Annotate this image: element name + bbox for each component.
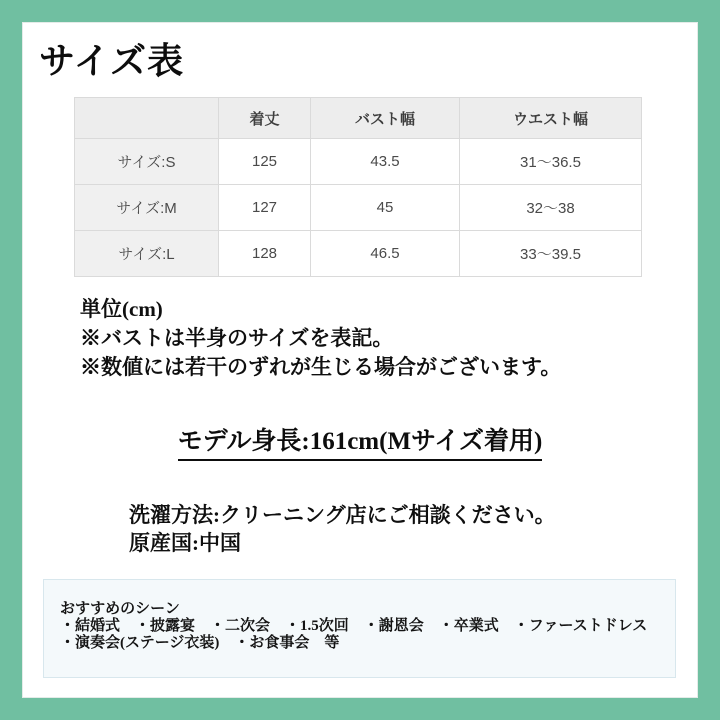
cell-l-waist: 33〜39.5 bbox=[460, 231, 642, 277]
table-row-size-m bbox=[75, 185, 642, 231]
recommended-scenes-box bbox=[43, 579, 676, 678]
scenes-line-1: ・結婚式 ・披露宴 ・二次会 ・1.5次回 ・謝恩会 ・卒業式 ・ファーストドレス bbox=[60, 618, 648, 634]
cell-m-waist: 32〜38 bbox=[460, 185, 642, 231]
row-label-m: サイズ:M bbox=[75, 185, 219, 231]
header-cell-length: 着丈 bbox=[219, 98, 311, 139]
cell-m-bust: 45 bbox=[311, 185, 460, 231]
model-height-line bbox=[23, 421, 697, 461]
table-header-row bbox=[75, 98, 642, 139]
cell-m-length: 127 bbox=[219, 185, 311, 231]
cell-l-bust: 46.5 bbox=[311, 231, 460, 277]
cell-s-waist: 31〜36.5 bbox=[460, 139, 642, 185]
size-chart-table bbox=[74, 97, 642, 277]
cell-l-length: 128 bbox=[219, 231, 311, 277]
bust-note: ※バストは半身のサイズを表記。 bbox=[80, 326, 394, 350]
header-cell-empty bbox=[75, 98, 219, 139]
measurement-notes bbox=[80, 295, 561, 382]
product-info-card bbox=[22, 22, 698, 698]
unit-note: 単位(cm) bbox=[80, 297, 163, 321]
model-height-text: モデル身長:161cm(Mサイズ着用) bbox=[178, 421, 543, 461]
cell-s-bust: 43.5 bbox=[311, 139, 460, 185]
tolerance-note: ※数値には若干のずれが生じる場合がございます。 bbox=[80, 355, 562, 379]
washing-instruction: 洗濯方法:クリーニング店にご相談ください。 bbox=[129, 503, 556, 527]
header-cell-bust: バスト幅 bbox=[311, 98, 460, 139]
table-row-size-s bbox=[75, 139, 642, 185]
page-title: サイズ表 bbox=[39, 41, 185, 81]
care-info bbox=[129, 501, 556, 557]
scenes-heading: おすすめのシーン bbox=[60, 601, 180, 617]
row-label-s: サイズ:S bbox=[75, 139, 219, 185]
scenes-line-2: ・演奏会(ステージ衣装) ・お食事会 等 bbox=[60, 635, 340, 651]
cell-s-length: 125 bbox=[219, 139, 311, 185]
country-of-origin: 原産国:中国 bbox=[129, 531, 241, 555]
table-row-size-l bbox=[75, 231, 642, 277]
header-cell-waist: ウエスト幅 bbox=[460, 98, 642, 139]
row-label-l: サイズ:L bbox=[75, 231, 219, 277]
